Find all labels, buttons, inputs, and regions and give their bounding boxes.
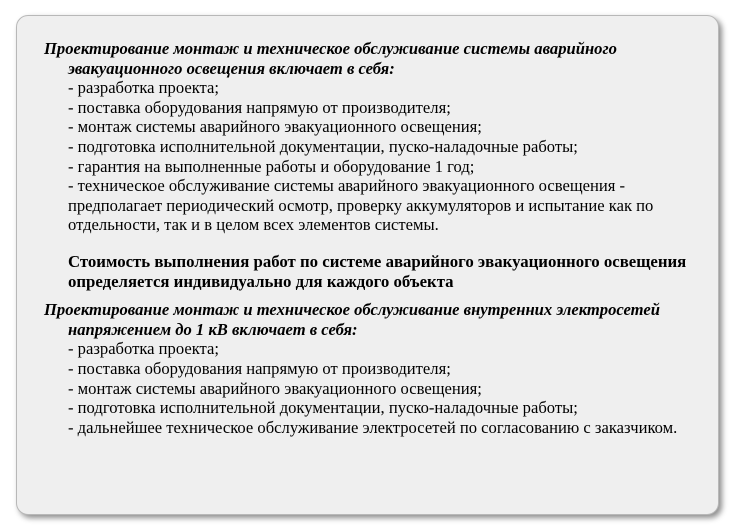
section2-title: Проектирование монтаж и техническое обслуживание внутренних электросетей напряжением до 1 кВ включает в себя: [44, 300, 660, 339]
card-content [44, 39, 724, 437]
section1-item: - гарантия на выполненные работы и оборудование 1 год; [68, 156, 475, 176]
section2-item: - монтаж системы аварийного эвакуационного освещения; [68, 378, 482, 398]
section2-item: - разработка проекта; [68, 339, 219, 359]
section1-item: - разработка проекта; [68, 78, 219, 98]
section2-item: - поставка оборудования напрямую от производителя; [68, 358, 451, 378]
section1-item: - поставка оборудования напрямую от производителя; [68, 97, 451, 117]
section1-item: - подготовка исполнительной документации, пуско-наладочные работы; [68, 136, 578, 156]
section1-title: Проектирование монтаж и техническое обслуживание системы аварийного эвакуационного освещения включает в себя: [44, 39, 617, 78]
section2 [44, 300, 724, 437]
section2-item: - дальнейшее техническое обслуживание электросетей по согласованию с заказчиком. [68, 417, 678, 437]
section1-item: - техническое обслуживание системы аварийного эвакуационного освещения - предполагает периодический осмотр, проверку аккумуляторов и испытание как по отдельности, так и в целом всех элементов системы. [68, 176, 654, 235]
section2-item: - подготовка исполнительной документации, пуско-наладочные работы; [68, 398, 578, 418]
cost-note: Стоимость выполнения работ по системе аварийного эвакуационного освещения определяется индивидуально для каждого объекта [68, 251, 687, 291]
section1-item: - монтаж системы аварийного эвакуационного освещения; [68, 117, 482, 137]
